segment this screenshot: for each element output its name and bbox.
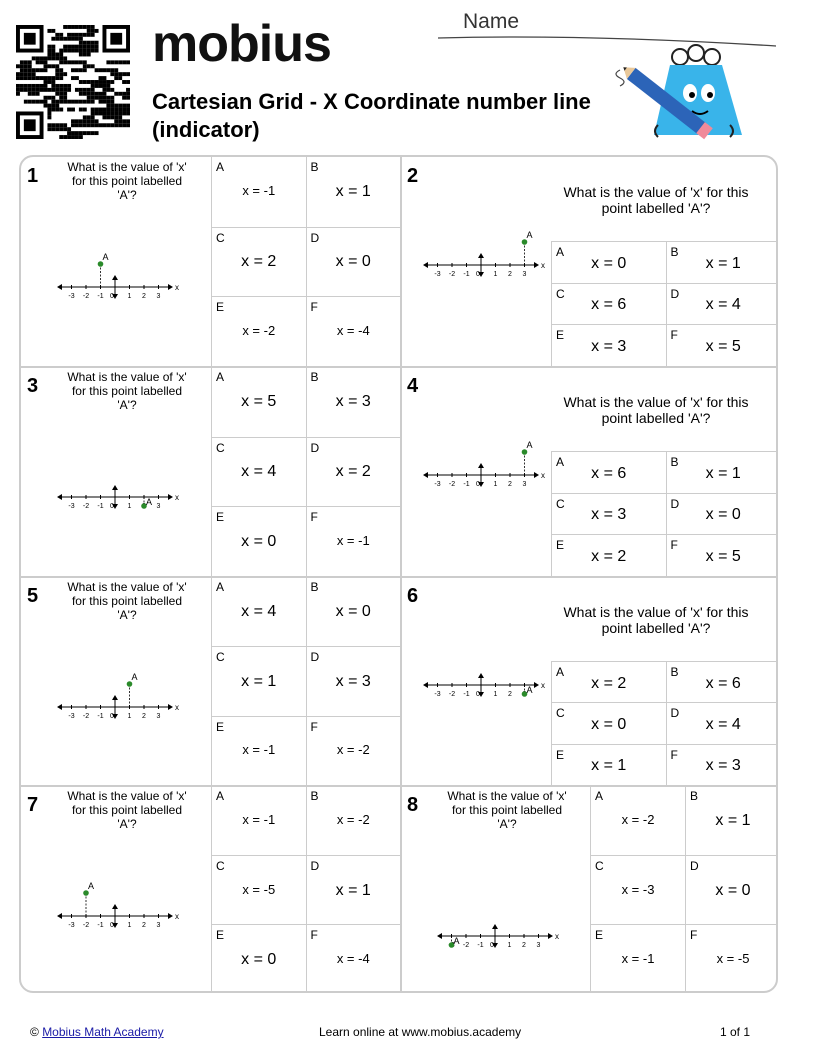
option-e[interactable] bbox=[551, 534, 666, 576]
question-number: 8 bbox=[407, 794, 419, 816]
question-1 bbox=[21, 157, 400, 366]
tick-label: -2 bbox=[82, 922, 90, 929]
axis-arrow-right-icon bbox=[168, 284, 173, 290]
option-value: x = 0 bbox=[591, 254, 627, 272]
tick-label: -2 bbox=[448, 481, 456, 488]
tick-label: 3 bbox=[536, 942, 541, 949]
tick-label: -2 bbox=[462, 942, 470, 949]
point-label: A bbox=[526, 230, 533, 240]
question-number: 7 bbox=[27, 794, 39, 816]
tick-label: 0 bbox=[476, 691, 480, 698]
option-value: x = 6 bbox=[591, 296, 627, 314]
option-letter: C bbox=[216, 440, 225, 455]
mobius-academy-link[interactable]: Mobius Math Academy bbox=[42, 1025, 164, 1039]
option-letter: B bbox=[310, 580, 319, 594]
question-prompt: What is the value of 'x' for this point labelled 'A'? bbox=[447, 789, 567, 831]
question-prompt: What is the value of 'x' for this point labelled 'A'? bbox=[563, 184, 749, 216]
point-marker bbox=[522, 239, 528, 245]
option-value: x = -1 bbox=[242, 742, 276, 758]
option-letter: C bbox=[595, 859, 604, 873]
tick-label: 2 bbox=[142, 922, 146, 929]
y-axis-arrow-up-icon bbox=[478, 463, 484, 468]
option-value: x = 4 bbox=[705, 715, 741, 733]
option-f[interactable] bbox=[666, 744, 779, 785]
tick-label: 0 bbox=[110, 503, 114, 510]
tick-label: 2 bbox=[508, 691, 512, 698]
y-axis-arrow-up-icon bbox=[478, 673, 484, 678]
tick-label: -2 bbox=[448, 691, 456, 698]
tick-label: 3 bbox=[156, 713, 161, 720]
number-line-chart bbox=[55, 237, 185, 317]
option-d[interactable] bbox=[306, 227, 401, 297]
option-value: x = 3 bbox=[335, 672, 371, 690]
option-letter: D bbox=[310, 230, 320, 245]
option-value: x = -4 bbox=[336, 323, 370, 339]
tick-label: 0 bbox=[110, 922, 114, 929]
option-f[interactable] bbox=[306, 716, 401, 785]
option-c[interactable] bbox=[551, 702, 666, 743]
tick-label: 0 bbox=[110, 713, 114, 720]
axis-arrow-left-icon bbox=[423, 262, 428, 268]
option-letter: A bbox=[556, 665, 565, 679]
option-value: x = 1 bbox=[705, 254, 741, 272]
tick-label: -3 bbox=[68, 922, 75, 929]
option-d[interactable] bbox=[685, 855, 778, 924]
axis-arrow-right-icon bbox=[534, 472, 539, 478]
axis-arrow-left-icon bbox=[57, 913, 62, 919]
option-value: x = -2 bbox=[621, 811, 655, 827]
tick-label: 1 bbox=[507, 942, 512, 949]
option-c[interactable] bbox=[211, 646, 306, 715]
option-value: x = 5 bbox=[241, 392, 277, 410]
option-value: x = -3 bbox=[621, 881, 655, 897]
y-axis-arrow-up-icon bbox=[492, 924, 498, 929]
option-d[interactable] bbox=[666, 283, 779, 325]
axis-label: x bbox=[541, 681, 545, 690]
option-value: x = 0 bbox=[335, 602, 371, 620]
option-value: x = 0 bbox=[335, 253, 371, 271]
option-letter: C bbox=[216, 650, 225, 665]
tick-label: 2 bbox=[142, 293, 146, 300]
point-label: A bbox=[146, 497, 153, 507]
option-e[interactable] bbox=[551, 324, 666, 366]
option-f[interactable] bbox=[306, 924, 401, 993]
option-value: x = 5 bbox=[705, 548, 741, 566]
option-letter: F bbox=[670, 538, 678, 553]
tick-label: 2 bbox=[508, 481, 512, 488]
axis-arrow-left-icon bbox=[423, 472, 428, 478]
option-a[interactable] bbox=[590, 786, 685, 855]
option-value: x = 3 bbox=[591, 338, 627, 356]
option-f[interactable] bbox=[666, 534, 779, 576]
option-value: x = -2 bbox=[242, 323, 276, 339]
option-letter: C bbox=[216, 230, 225, 245]
axis-label: x bbox=[555, 932, 559, 941]
option-letter: D bbox=[670, 706, 680, 721]
question-number: 5 bbox=[27, 585, 39, 607]
number-line-chart bbox=[435, 886, 565, 966]
point-label: A bbox=[131, 672, 138, 682]
tick-label: 1 bbox=[127, 713, 132, 720]
option-letter: D bbox=[310, 440, 320, 455]
question-number: 4 bbox=[407, 375, 419, 397]
option-c[interactable] bbox=[551, 283, 666, 325]
tick-label: 1 bbox=[493, 271, 498, 278]
option-value: x = 4 bbox=[705, 296, 741, 314]
option-d[interactable] bbox=[306, 437, 401, 507]
tick-label: 3 bbox=[522, 481, 527, 488]
option-letter: A bbox=[216, 789, 225, 803]
option-letter: A bbox=[556, 245, 565, 259]
option-letter: B bbox=[670, 455, 679, 469]
number-line-chart bbox=[421, 635, 551, 715]
option-value: x = 1 bbox=[591, 757, 627, 775]
question-number: 3 bbox=[27, 375, 39, 397]
axis-arrow-left-icon bbox=[57, 284, 62, 290]
option-letter: C bbox=[216, 859, 225, 873]
question-8 bbox=[401, 786, 778, 993]
option-value: x = 4 bbox=[241, 463, 277, 481]
option-letter: E bbox=[556, 328, 565, 343]
axis-arrow-right-icon bbox=[168, 913, 173, 919]
option-d[interactable] bbox=[666, 493, 779, 535]
option-letter: A bbox=[556, 455, 565, 469]
option-letter: F bbox=[690, 928, 698, 942]
question-7 bbox=[21, 786, 400, 993]
option-letter: E bbox=[556, 538, 565, 553]
option-letter: D bbox=[670, 286, 680, 301]
option-e[interactable] bbox=[211, 506, 306, 576]
option-letter: B bbox=[670, 245, 679, 259]
option-value: x = 3 bbox=[335, 392, 371, 410]
axis-label: x bbox=[175, 703, 179, 712]
option-letter: B bbox=[310, 370, 319, 384]
option-letter: A bbox=[216, 580, 225, 594]
option-a[interactable] bbox=[551, 241, 666, 283]
question-prompt: What is the value of 'x' for this point labelled 'A'? bbox=[67, 789, 187, 831]
tick-label: 3 bbox=[156, 503, 161, 510]
option-b[interactable] bbox=[306, 157, 401, 227]
option-value: x = -1 bbox=[621, 950, 655, 966]
qr-code bbox=[16, 25, 130, 139]
point-marker bbox=[83, 890, 89, 896]
axis-arrow-left-icon bbox=[57, 704, 62, 710]
option-value: x = 2 bbox=[591, 548, 627, 566]
point-marker bbox=[522, 449, 528, 455]
option-value: x = -2 bbox=[336, 811, 370, 827]
tick-label: -1 bbox=[97, 713, 104, 720]
option-value: x = 0 bbox=[241, 950, 277, 968]
option-value: x = 1 bbox=[335, 182, 371, 200]
option-letter: C bbox=[556, 706, 565, 721]
footer-center-text: Learn online at www.mobius.academy bbox=[319, 1025, 522, 1039]
option-letter: B bbox=[690, 789, 699, 803]
footer-copyright: © Mobius Math Academy bbox=[30, 1025, 164, 1039]
option-letter: E bbox=[556, 747, 565, 762]
option-b[interactable] bbox=[685, 786, 778, 855]
option-letter: A bbox=[595, 789, 604, 803]
tick-label: 2 bbox=[142, 713, 146, 720]
option-letter: E bbox=[216, 300, 225, 315]
option-e[interactable] bbox=[211, 924, 306, 993]
tick-label: -1 bbox=[463, 691, 470, 698]
option-d[interactable] bbox=[306, 646, 401, 715]
option-c[interactable] bbox=[211, 437, 306, 507]
number-line-chart bbox=[55, 447, 185, 527]
axis-arrow-right-icon bbox=[548, 933, 553, 939]
option-value: x = 0 bbox=[591, 715, 627, 733]
tick-label: -2 bbox=[448, 271, 456, 278]
tick-label: 3 bbox=[156, 922, 161, 929]
option-value: x = -5 bbox=[242, 881, 276, 897]
option-letter: B bbox=[310, 789, 319, 803]
axis-label: x bbox=[175, 283, 179, 292]
option-letter: D bbox=[690, 859, 699, 873]
question-6 bbox=[401, 577, 778, 785]
axis-arrow-left-icon bbox=[57, 494, 62, 500]
option-e[interactable] bbox=[551, 744, 666, 785]
point-marker bbox=[98, 261, 104, 267]
option-value: x = 0 bbox=[241, 533, 277, 551]
option-a[interactable] bbox=[211, 157, 306, 227]
question-number: 6 bbox=[407, 585, 419, 607]
option-a[interactable] bbox=[211, 367, 306, 437]
tick-label: -1 bbox=[97, 503, 104, 510]
option-letter: F bbox=[310, 719, 318, 734]
tick-label: -1 bbox=[97, 293, 104, 300]
option-e[interactable] bbox=[590, 924, 685, 993]
mascot-pencil-icon bbox=[610, 35, 750, 155]
option-value: x = 1 bbox=[705, 464, 741, 482]
point-marker bbox=[127, 681, 133, 687]
number-line-chart bbox=[421, 215, 551, 295]
option-letter: D bbox=[670, 496, 680, 511]
question-3 bbox=[21, 367, 400, 576]
option-letter: C bbox=[556, 286, 565, 301]
tick-label: -2 bbox=[82, 503, 90, 510]
option-e[interactable] bbox=[211, 296, 306, 366]
option-letter: E bbox=[216, 719, 225, 734]
tick-label: 1 bbox=[493, 481, 498, 488]
question-prompt: What is the value of 'x' for this point labelled 'A'? bbox=[67, 370, 187, 412]
point-label: A bbox=[526, 685, 533, 695]
question-prompt: What is the value of 'x' for this point labelled 'A'? bbox=[563, 394, 749, 426]
option-b[interactable] bbox=[306, 577, 401, 646]
option-letter: F bbox=[310, 300, 318, 315]
y-axis-arrow-up-icon bbox=[112, 485, 118, 490]
tick-label: 0 bbox=[110, 293, 114, 300]
option-value: x = 0 bbox=[715, 881, 751, 899]
option-value: x = -1 bbox=[242, 811, 276, 827]
y-axis-arrow-up-icon bbox=[112, 695, 118, 700]
y-axis-arrow-up-icon bbox=[112, 904, 118, 909]
option-b[interactable] bbox=[666, 661, 779, 702]
tick-label: -1 bbox=[97, 922, 104, 929]
tick-label: 0 bbox=[476, 481, 480, 488]
tick-label: -1 bbox=[477, 942, 484, 949]
option-letter: F bbox=[670, 747, 678, 762]
option-letter: F bbox=[310, 510, 318, 525]
axis-arrow-right-icon bbox=[168, 494, 173, 500]
tick-label: -3 bbox=[68, 293, 75, 300]
axis-label: x bbox=[541, 261, 545, 270]
name-label: Name bbox=[463, 10, 520, 33]
option-value: x = 3 bbox=[591, 506, 627, 524]
option-c[interactable] bbox=[551, 493, 666, 535]
tick-label: -2 bbox=[82, 293, 90, 300]
axis-label: x bbox=[541, 471, 545, 480]
option-value: x = 2 bbox=[591, 674, 627, 692]
option-letter: E bbox=[216, 928, 225, 942]
option-d[interactable] bbox=[666, 702, 779, 743]
tick-label: -3 bbox=[434, 481, 441, 488]
option-letter: B bbox=[310, 160, 319, 174]
tick-label: 1 bbox=[493, 691, 498, 698]
point-label: A bbox=[526, 440, 533, 450]
tick-label: -3 bbox=[68, 503, 75, 510]
tick-label: 3 bbox=[156, 293, 161, 300]
question-prompt: What is the value of 'x' for this point labelled 'A'? bbox=[563, 604, 749, 636]
axis-label: x bbox=[175, 912, 179, 921]
tick-label: 1 bbox=[127, 922, 132, 929]
question-4 bbox=[401, 367, 778, 576]
worksheet-grid bbox=[19, 155, 778, 993]
tick-label: -1 bbox=[463, 271, 470, 278]
y-axis-arrow-up-icon bbox=[112, 275, 118, 280]
question-number: 1 bbox=[27, 165, 39, 187]
option-c[interactable] bbox=[211, 855, 306, 924]
option-letter: C bbox=[556, 496, 565, 511]
question-prompt: What is the value of 'x' for this point labelled 'A'? bbox=[67, 580, 187, 622]
option-letter: F bbox=[670, 328, 678, 343]
number-line-chart bbox=[55, 657, 185, 737]
option-value: x = -2 bbox=[336, 742, 370, 758]
tick-label: 3 bbox=[522, 271, 527, 278]
option-letter: F bbox=[310, 928, 318, 942]
option-value: x = 5 bbox=[705, 338, 741, 356]
mobius-logo: mobius bbox=[152, 15, 331, 73]
option-value: x = 0 bbox=[705, 506, 741, 524]
y-axis-arrow-up-icon bbox=[478, 253, 484, 258]
option-letter: D bbox=[310, 859, 320, 873]
option-value: x = 6 bbox=[591, 464, 627, 482]
tick-label: -3 bbox=[434, 691, 441, 698]
axis-arrow-left-icon bbox=[437, 933, 442, 939]
option-e[interactable] bbox=[211, 716, 306, 785]
tick-label: -3 bbox=[68, 713, 75, 720]
option-c[interactable] bbox=[590, 855, 685, 924]
option-value: x = -1 bbox=[336, 533, 370, 549]
option-f[interactable] bbox=[666, 324, 779, 366]
option-f[interactable] bbox=[306, 506, 401, 576]
option-letter: D bbox=[310, 650, 320, 665]
option-letter: B bbox=[670, 665, 679, 679]
option-a[interactable] bbox=[551, 661, 666, 702]
option-letter: A bbox=[216, 160, 225, 174]
tick-label: 0 bbox=[490, 942, 494, 949]
option-value: x = -4 bbox=[336, 950, 370, 966]
option-letter: A bbox=[216, 370, 225, 384]
tick-label: 2 bbox=[508, 271, 512, 278]
option-b[interactable] bbox=[306, 786, 401, 855]
question-number: 2 bbox=[407, 165, 419, 187]
option-d[interactable] bbox=[306, 855, 401, 924]
footer-page-number: 1 of 1 bbox=[720, 1025, 751, 1039]
option-value: x = 3 bbox=[705, 757, 741, 775]
axis-arrow-right-icon bbox=[168, 704, 173, 710]
option-value: x = 1 bbox=[335, 881, 371, 899]
option-value: x = -1 bbox=[242, 182, 276, 198]
option-value: x = 2 bbox=[335, 463, 371, 481]
number-line-chart bbox=[55, 866, 185, 946]
axis-arrow-right-icon bbox=[534, 682, 539, 688]
option-value: x = 6 bbox=[705, 674, 741, 692]
number-line-chart bbox=[421, 425, 551, 505]
tick-label: 1 bbox=[127, 503, 132, 510]
option-value: x = 1 bbox=[241, 672, 277, 690]
option-a[interactable] bbox=[551, 451, 666, 493]
page-title: Cartesian Grid - X Coordinate number line (indicator) bbox=[152, 89, 591, 142]
question-prompt: What is the value of 'x' for this point labelled 'A'? bbox=[67, 160, 187, 202]
point-label: A bbox=[102, 252, 109, 262]
option-a[interactable] bbox=[211, 786, 306, 855]
tick-label: 1 bbox=[127, 293, 132, 300]
tick-label: 0 bbox=[476, 271, 480, 278]
option-value: x = -5 bbox=[716, 950, 750, 966]
column-divider bbox=[400, 157, 402, 993]
tick-label: 2 bbox=[522, 942, 526, 949]
option-b[interactable] bbox=[666, 451, 779, 493]
option-a[interactable] bbox=[211, 577, 306, 646]
option-c[interactable] bbox=[211, 227, 306, 297]
option-value: x = 4 bbox=[241, 602, 277, 620]
question-5 bbox=[21, 577, 400, 785]
axis-arrow-left-icon bbox=[423, 682, 428, 688]
option-letter: E bbox=[216, 510, 225, 525]
point-label: A bbox=[88, 881, 95, 891]
tick-label: -2 bbox=[82, 713, 90, 720]
option-b[interactable] bbox=[666, 241, 779, 283]
option-value: x = 1 bbox=[715, 811, 751, 829]
option-value: x = 2 bbox=[241, 253, 277, 271]
option-b[interactable] bbox=[306, 367, 401, 437]
option-letter: E bbox=[595, 928, 604, 942]
option-f[interactable] bbox=[306, 296, 401, 366]
option-f[interactable] bbox=[685, 924, 778, 993]
axis-arrow-right-icon bbox=[534, 262, 539, 268]
tick-label: -1 bbox=[463, 481, 470, 488]
question-2 bbox=[401, 157, 778, 366]
tick-label: -3 bbox=[434, 271, 441, 278]
axis-label: x bbox=[175, 493, 179, 502]
point-label: A bbox=[453, 936, 460, 946]
